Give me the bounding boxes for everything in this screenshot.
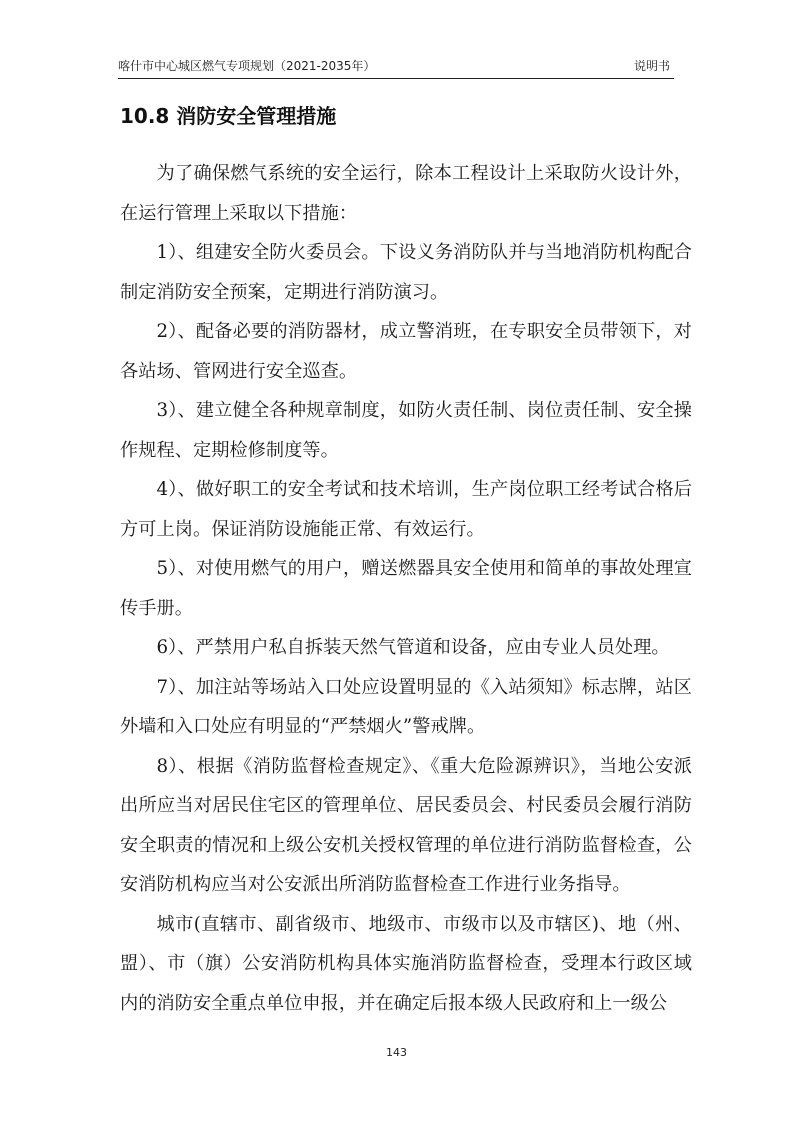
paragraph-measure-4: 4）、做好职工的安全考试和技术培训，生产岗位职工经考试合格后方可上岗。保证消防设施能正常、有效运行。 [120, 479, 692, 540]
paragraph-measure-6: 6）、严禁用户私自拆装天然气管道和设备，应由专业人员处理。 [156, 637, 670, 658]
page-header [118, 56, 674, 79]
paragraph-jurisdiction: 城市(直辖市、副省级市、地级市、市级市以及市辖区)、地（州、盟）、市（旗）公安消防机构具体实施消防监督检查，受理本行政区域内的消防安全重点单位申报，并在确定后报本级人民政府和上一级公 [120, 913, 692, 1014]
document-title: 喀什市中心城区燃气专项规划（2021-2035年） [118, 59, 376, 73]
paragraph-measure-2: 2）、配备必要的消防器材，成立警消班，在专职安全员带领下，对各站场、管网进行安全巡查。 [120, 321, 692, 382]
paragraph-measure-7: 7）、加注站等场站入口处应设置明显的《入站须知》标志牌，站区外墙和入口处应有明显的“严禁烟火”警戒牌。 [120, 676, 692, 737]
paragraph-measure-1: 1）、组建安全防火委员会。下设义务消防队并与当地消防机构配合制定消防安全预案，定期进行消防演习。 [120, 242, 692, 303]
body-text [120, 154, 692, 1023]
document-type-label: 说明书 [633, 59, 670, 73]
page-number: 143 [386, 1046, 407, 1059]
paragraph-measure-8: 8）、根据《消防监督检查规定》、《重大危险源辨识》，当地公安派出所应当对居民住宅区的管理单位、居民委员会、村民委员会履行消防安全职责的情况和上级公安机关授权管理的单位进行消防监督检查，公安消防机构应当对公安派出所消防监督检查工作进行业务指导。 [120, 755, 692, 895]
section-heading: 10.8 消防安全管理措施 [120, 104, 337, 128]
paragraph-measure-3: 3）、建立健全各种规章制度，如防火责任制、岗位责任制、安全操作规程、定期检修制度等。 [120, 400, 692, 461]
paragraph-measure-5: 5）、对使用燃气的用户，赠送燃器具安全使用和简单的事故处理宣传手册。 [120, 558, 692, 619]
paragraph-intro: 为了确保燃气系统的安全运行，除本工程设计上采取防火设计外，在运行管理上采取以下措施： [120, 163, 692, 224]
